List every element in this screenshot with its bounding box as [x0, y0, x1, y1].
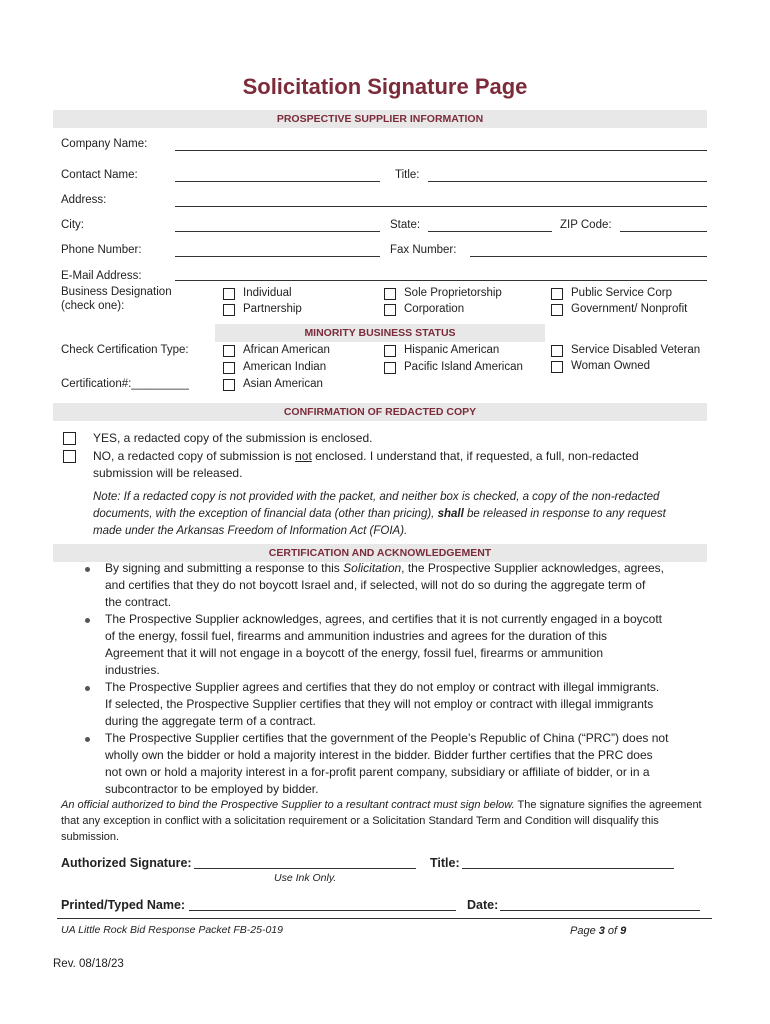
contact-name-label: Contact Name:: [61, 169, 138, 181]
bullet-line: during the aggregate term of a contract.: [105, 714, 316, 728]
partnership-label: Partnership: [243, 303, 302, 315]
public-service-corp-label: Public Service Corp: [571, 287, 672, 299]
date-label: Date:: [467, 898, 499, 912]
signature-title-label: Title:: [430, 856, 460, 870]
section-supplier-info: PROSPECTIVE SUPPLIER INFORMATION: [53, 110, 707, 128]
bullet-line: subcontractor to be employed by bidder.: [105, 782, 319, 796]
page-title: Solicitation Signature Page: [242, 74, 528, 99]
address-field[interactable]: [175, 206, 707, 207]
company-name-label: Company Name:: [61, 138, 148, 150]
title-field[interactable]: [428, 181, 707, 182]
partnership-checkbox[interactable]: [223, 304, 235, 316]
packet-label: UA Little Rock Bid Response Packet FB-25-019: [61, 924, 283, 936]
pacific-island-american-label: Pacific Island American: [404, 361, 523, 373]
phone-field[interactable]: [175, 256, 380, 257]
revision-label: Rev. 08/18/23: [53, 958, 124, 970]
ink-note: Use Ink Only.: [274, 872, 337, 884]
zip-field[interactable]: [620, 231, 707, 232]
american-indian-label: American Indian: [243, 361, 327, 373]
service-disabled-veteran-label: Service Disabled Veteran: [571, 344, 701, 356]
bullet-dot: [85, 567, 90, 572]
government-nonprofit-checkbox[interactable]: [551, 304, 563, 316]
corporation-checkbox[interactable]: [384, 304, 396, 316]
bullet-line: By signing and submitting a response to this Solicitation, the Prospective Supplier acknowledges, agrees,: [105, 561, 664, 575]
phone-label: Phone Number:: [61, 244, 142, 256]
corporation-label: Corporation: [404, 303, 465, 315]
bullet-line: the contract.: [105, 595, 172, 609]
fax-field[interactable]: [470, 256, 707, 257]
hispanic-american-checkbox[interactable]: [384, 345, 396, 357]
city-label: City:: [61, 219, 84, 231]
state-field[interactable]: [428, 231, 552, 232]
redacted-no-label: NO, a redacted copy of submission is not enclosed. I understand that, if requested, a full, non-redacted: [93, 449, 639, 463]
bullet-line: Agreement that it will not engage in a boycott of the energy, fossil fuel, firearms or ammunition: [105, 646, 604, 660]
bullet-dot: [85, 737, 90, 742]
business-designation-label: Business Designation: [61, 286, 172, 298]
bullet-line: not own or hold a majority interest in a for-profit parent company, subsidiary or affiliate of bidder, or in a: [105, 765, 650, 779]
zip-label: ZIP Code:: [560, 219, 612, 231]
section-redacted-copy: CONFIRMATION OF REDACTED COPY: [53, 403, 707, 421]
section-certification: CERTIFICATION AND ACKNOWLEDGEMENT: [53, 544, 707, 562]
redacted-yes-checkbox[interactable]: [63, 432, 76, 445]
asian-american-checkbox[interactable]: [223, 379, 235, 391]
african-american-label: African American: [243, 344, 330, 356]
individual-checkbox[interactable]: [223, 288, 235, 300]
bullet-line: industries.: [105, 663, 160, 677]
bullet-line: The Prospective Supplier agrees and certifies that they do not employ or contract with illegal immigrants.: [105, 680, 660, 694]
individual-label: Individual: [243, 287, 292, 299]
bullet-line: The Prospective Supplier certifies that the government of the People’s Republic of China (“PRC”) does not: [105, 731, 669, 745]
bullet-dot: [85, 618, 90, 623]
official-statement: An official authorized to bind the Prospective Supplier to a resultant contract must sign below. The signature signifies the agreement that any exception in conflict with a solicitation requirement or a Solicitation Standard Term and Condition will disqualify this submission.: [61, 799, 702, 843]
email-field[interactable]: [175, 280, 707, 281]
redacted-note: Note: If a redacted copy is not provided with the packet, and neither box is checked, a copy of the non-redacted documents, with the exception of financial data (other than pricing), shall be released in response to any request made under the Arkansas Freedom of Information Act (FOIA).: [93, 491, 666, 537]
check-one-label: (check one):: [61, 300, 125, 312]
page-number: Page 3 of 9: [570, 925, 627, 937]
redacted-yes-label: YES, a redacted copy of the submission is enclosed.: [93, 431, 373, 445]
printed-name-field[interactable]: [189, 910, 456, 911]
company-name-field[interactable]: [175, 150, 707, 151]
fax-label: Fax Number:: [390, 244, 457, 256]
bullet-line: If selected, the Prospective Supplier certifies that they will not employ or contract with illegal immigrants: [105, 697, 654, 711]
hispanic-american-label: Hispanic American: [404, 344, 500, 356]
check-cert-type-label: Check Certification Type:: [61, 344, 189, 356]
bullet-line: and certifies that they do not boycott Israel and, if selected, will not do so during the aggregate term of: [105, 578, 646, 592]
contact-name-field[interactable]: [175, 181, 380, 182]
public-service-corp-checkbox[interactable]: [551, 288, 563, 300]
authorized-signature-label: Authorized Signature:: [61, 856, 192, 870]
woman-owned-checkbox[interactable]: [551, 361, 563, 373]
address-label: Address:: [61, 194, 107, 206]
bullet-line: The Prospective Supplier acknowledges, agrees, and certifies that it is not currently engaged in a boycott: [105, 612, 662, 626]
authorized-signature-field[interactable]: [194, 868, 416, 869]
service-disabled-veteran-checkbox[interactable]: [551, 345, 563, 357]
government-nonprofit-label: Government/ Nonprofit: [571, 303, 688, 315]
sole-proprietorship-label: Sole Proprietorship: [404, 287, 502, 299]
cert-number-label: Certification#:_________: [61, 378, 189, 390]
city-field[interactable]: [175, 231, 380, 232]
african-american-checkbox[interactable]: [223, 345, 235, 357]
asian-american-label: Asian American: [243, 378, 323, 390]
redacted-no-label-cont: submission will be released.: [93, 466, 243, 480]
title-label: Title:: [395, 169, 420, 181]
email-label: E-Mail Address:: [61, 270, 142, 282]
bullet-dot: [85, 686, 90, 691]
section-minority-status: MINORITY BUSINESS STATUS: [215, 324, 545, 342]
pacific-island-american-checkbox[interactable]: [384, 362, 396, 374]
bullet-line: of the energy, fossil fuel, firearms and ammunition industries and agrees for the duration of this: [105, 629, 608, 643]
sole-proprietorship-checkbox[interactable]: [384, 288, 396, 300]
footer-divider: [57, 918, 712, 919]
state-label: State:: [390, 219, 421, 231]
printed-name-label: Printed/Typed Name:: [61, 898, 186, 912]
redacted-no-checkbox[interactable]: [63, 450, 76, 463]
signature-title-field[interactable]: [462, 868, 674, 869]
american-indian-checkbox[interactable]: [223, 362, 235, 374]
woman-owned-label: Woman Owned: [571, 360, 651, 372]
bullet-line: wholly own the bidder or hold a majority interest in the bidder. Bidder further certifies that the PRC does: [105, 748, 653, 762]
date-field[interactable]: [500, 910, 700, 911]
